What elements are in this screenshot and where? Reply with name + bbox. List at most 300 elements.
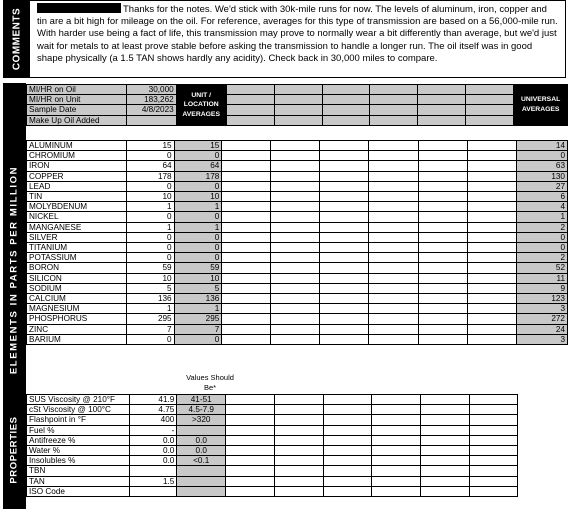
property-name: TBN	[27, 466, 130, 476]
element-unit-average: 1	[174, 304, 222, 314]
blank-cell	[418, 212, 467, 222]
blank-cell	[323, 425, 372, 435]
blank-cell	[323, 395, 372, 405]
blank-cell	[420, 415, 469, 425]
element-universal-average: 0	[516, 232, 567, 242]
element-name: NICKEL	[27, 212, 127, 222]
unit-averages-header: UNIT / LOCATION AVERAGES	[176, 85, 226, 126]
comments-side-label: COMMENTS	[4, 1, 30, 77]
blank-cell	[274, 446, 323, 456]
element-value: 0	[126, 212, 174, 222]
blank-cell	[467, 283, 516, 293]
blank-cell	[372, 456, 421, 466]
blank-cell	[418, 324, 467, 334]
property-name: SUS Viscosity @ 210°F	[27, 395, 130, 405]
element-name: PHOSPHORUS	[27, 314, 127, 324]
blank-cell	[222, 263, 271, 273]
element-universal-average: 11	[516, 273, 567, 283]
property-should-be: 41-51	[177, 395, 226, 405]
blank-cell	[271, 171, 320, 181]
blank-cell	[222, 283, 271, 293]
blank-cell	[518, 466, 568, 476]
blank-cell	[271, 192, 320, 202]
blank-cell	[271, 181, 320, 191]
property-should-be: 4.5-7.9	[177, 405, 226, 415]
element-universal-average: 2	[516, 253, 567, 263]
blank-cell	[418, 294, 467, 304]
blank-cell	[518, 435, 568, 445]
element-row	[27, 192, 568, 202]
blank-cell	[370, 105, 418, 115]
blank-cell	[271, 243, 320, 253]
blank-cell	[323, 456, 372, 466]
blank-cell	[274, 425, 323, 435]
blank-cell	[222, 192, 271, 202]
blank-cell	[271, 334, 320, 344]
blank-cell	[418, 115, 466, 125]
blank-cell	[271, 273, 320, 283]
element-value: 5	[126, 283, 174, 293]
blank-cell	[466, 95, 514, 105]
blank-cell	[467, 222, 516, 232]
blank-cell	[222, 324, 271, 334]
blank-cell	[369, 253, 418, 263]
blank-cell	[418, 304, 467, 314]
info-label: Make Up Oil Added	[27, 115, 127, 125]
blank-cell	[418, 95, 466, 105]
spacer-cell	[127, 125, 176, 130]
property-value: 0.0	[129, 446, 177, 456]
blank-cell	[369, 304, 418, 314]
blank-cell	[271, 294, 320, 304]
element-name: BARIUM	[27, 334, 127, 344]
info-label: MI/HR on Unit	[27, 95, 127, 105]
blank-cell	[226, 395, 275, 405]
blank-cell	[467, 334, 516, 344]
element-name: IRON	[27, 161, 127, 171]
property-row	[27, 456, 568, 466]
blank-cell	[518, 395, 568, 405]
blank-cell	[420, 435, 469, 445]
element-unit-average: 64	[174, 161, 222, 171]
blank-cell	[467, 202, 516, 212]
blank-cell	[369, 212, 418, 222]
blank-cell	[320, 192, 369, 202]
blank-cell	[271, 283, 320, 293]
element-value: 0	[126, 243, 174, 253]
blank-cell	[271, 212, 320, 222]
element-unit-average: 0	[174, 232, 222, 242]
blank-cell	[469, 476, 518, 486]
blank-cell	[226, 425, 275, 435]
element-row	[27, 314, 568, 324]
element-unit-average: 0	[174, 181, 222, 191]
property-name: Antifreeze %	[27, 435, 130, 445]
element-row	[27, 232, 568, 242]
info-value	[127, 115, 176, 125]
element-value: 0	[126, 253, 174, 263]
blank-cell	[274, 466, 323, 476]
blank-cell	[369, 243, 418, 253]
info-label: Sample Date	[27, 105, 127, 115]
info-row	[27, 95, 568, 105]
blank-cell	[467, 273, 516, 283]
property-row	[27, 486, 568, 496]
blank-cell	[323, 486, 372, 496]
blank-cell	[467, 212, 516, 222]
blank-cell	[420, 405, 469, 415]
blank-cell	[467, 304, 516, 314]
property-name: Fuel %	[27, 425, 130, 435]
element-name: ZINC	[27, 324, 127, 334]
element-row	[27, 273, 568, 283]
blank-cell	[369, 192, 418, 202]
element-name: SILICON	[27, 273, 127, 283]
blank-cell	[222, 294, 271, 304]
blank-cell	[226, 105, 274, 115]
blank-cell	[222, 314, 271, 324]
element-unit-average: 0	[174, 212, 222, 222]
blank-cell	[226, 415, 275, 425]
property-value: 4.75	[129, 405, 177, 415]
blank-cell	[370, 85, 418, 95]
blank-cell	[420, 466, 469, 476]
element-universal-average: 0	[516, 151, 567, 161]
element-universal-average: 272	[516, 314, 567, 324]
blank-cell	[369, 181, 418, 191]
blank-cell	[271, 151, 320, 161]
blank-cell	[418, 85, 466, 95]
blank-cell	[226, 466, 275, 476]
element-row	[27, 263, 568, 273]
blank-cell	[323, 405, 372, 415]
element-value: 1	[126, 202, 174, 212]
blank-cell	[271, 253, 320, 263]
element-unit-average: 15	[174, 141, 222, 151]
blank-cell	[322, 95, 370, 105]
element-value: 0	[126, 334, 174, 344]
blank-cell	[372, 486, 421, 496]
blank-cell	[320, 314, 369, 324]
blank-cell	[320, 263, 369, 273]
element-unit-average: 7	[174, 324, 222, 334]
blank-cell	[322, 115, 370, 125]
blank-cell	[320, 141, 369, 151]
blank-cell	[274, 95, 322, 105]
property-row	[27, 395, 568, 405]
property-row	[27, 425, 568, 435]
spacer-cell	[176, 125, 226, 130]
blank-cell	[271, 324, 320, 334]
element-universal-average: 3	[516, 334, 567, 344]
blank-cell	[320, 304, 369, 314]
element-universal-average: 130	[516, 171, 567, 181]
element-unit-average: 10	[174, 273, 222, 283]
property-value: 0.0	[129, 456, 177, 466]
element-row	[27, 294, 568, 304]
element-value: 295	[126, 314, 174, 324]
blank-cell	[226, 476, 275, 486]
blank-cell	[322, 105, 370, 115]
property-name: ISO Code	[27, 486, 130, 496]
blank-cell	[222, 273, 271, 283]
blank-cell	[418, 202, 467, 212]
blank-cell	[369, 151, 418, 161]
spacer-cell	[514, 125, 568, 130]
blank-cell	[222, 222, 271, 232]
property-row	[27, 435, 568, 445]
spacer-cell	[27, 125, 127, 130]
element-unit-average: 136	[174, 294, 222, 304]
blank-cell	[222, 212, 271, 222]
element-name: SILVER	[27, 232, 127, 242]
blank-cell	[320, 334, 369, 344]
blank-cell	[418, 192, 467, 202]
blank-cell	[369, 232, 418, 242]
element-row	[27, 202, 568, 212]
element-name: CALCIUM	[27, 294, 127, 304]
property-should-be: 0.0	[177, 435, 226, 445]
element-row	[27, 171, 568, 181]
properties-side-label: PROPERTIES	[3, 392, 26, 509]
element-unit-average: 0	[174, 334, 222, 344]
blank-cell	[467, 161, 516, 171]
blank-cell	[226, 115, 274, 125]
blank-cell	[320, 294, 369, 304]
blank-cell	[320, 171, 369, 181]
spacer-cell	[466, 125, 514, 130]
blank-cell	[418, 314, 467, 324]
blank-cell	[274, 435, 323, 445]
blank-cell	[320, 283, 369, 293]
blank-cell	[226, 85, 274, 95]
blank-cell	[369, 324, 418, 334]
blank-cell	[320, 151, 369, 161]
blank-cell	[226, 456, 275, 466]
blank-cell	[466, 85, 514, 95]
blank-cell	[418, 151, 467, 161]
element-universal-average: 27	[516, 181, 567, 191]
blank-cell	[222, 202, 271, 212]
blank-cell	[418, 161, 467, 171]
blank-cell	[274, 415, 323, 425]
blank-cell	[467, 263, 516, 273]
element-universal-average: 52	[516, 263, 567, 273]
blank-cell	[274, 85, 322, 95]
element-name: COPPER	[27, 171, 127, 181]
element-row	[27, 222, 568, 232]
blank-cell	[369, 294, 418, 304]
property-value: 400	[129, 415, 177, 425]
blank-cell	[418, 171, 467, 181]
blank-cell	[467, 324, 516, 334]
blank-cell	[274, 115, 322, 125]
blank-cell	[226, 435, 275, 445]
sample-info-table	[26, 84, 568, 130]
blank-cell	[420, 456, 469, 466]
blank-cell	[226, 446, 275, 456]
element-value: 1	[126, 304, 174, 314]
property-name: TAN	[27, 476, 130, 486]
blank-cell	[222, 141, 271, 151]
blank-cell	[467, 314, 516, 324]
element-unit-average: 0	[174, 243, 222, 253]
property-value: 0.0	[129, 435, 177, 445]
blank-cell	[469, 486, 518, 496]
redacted-name	[37, 3, 121, 13]
element-universal-average: 123	[516, 294, 567, 304]
blank-cell	[323, 476, 372, 486]
blank-cell	[320, 222, 369, 232]
blank-cell	[372, 425, 421, 435]
element-row	[27, 243, 568, 253]
blank-cell	[518, 425, 568, 435]
blank-cell	[418, 232, 467, 242]
blank-cell	[323, 446, 372, 456]
element-universal-average: 63	[516, 161, 567, 171]
blank-cell	[466, 105, 514, 115]
property-name: Water %	[27, 446, 130, 456]
element-unit-average: 59	[174, 263, 222, 273]
blank-cell	[323, 435, 372, 445]
element-unit-average: 0	[174, 151, 222, 161]
blank-cell	[418, 181, 467, 191]
blank-cell	[271, 263, 320, 273]
blank-cell	[372, 405, 421, 415]
element-universal-average: 6	[516, 192, 567, 202]
blank-cell	[271, 314, 320, 324]
blank-cell	[271, 141, 320, 151]
blank-cell	[467, 294, 516, 304]
element-unit-average: 0	[174, 253, 222, 263]
blank-cell	[322, 85, 370, 95]
blank-cell	[222, 151, 271, 161]
element-universal-average: 14	[516, 141, 567, 151]
spacer-cell	[226, 125, 274, 130]
blank-cell	[467, 192, 516, 202]
element-universal-average: 3	[516, 304, 567, 314]
blank-cell	[372, 476, 421, 486]
blank-cell	[420, 486, 469, 496]
blank-cell	[469, 405, 518, 415]
elements-side-label: ELEMENTS IN PARTS PER MILLION	[3, 83, 26, 457]
blank-cell	[467, 171, 516, 181]
blank-cell	[222, 243, 271, 253]
property-name: Insolubles %	[27, 456, 130, 466]
property-name: cSt Viscosity @ 100°C	[27, 405, 130, 415]
property-row	[27, 476, 568, 486]
element-universal-average: 0	[516, 243, 567, 253]
element-name: TIN	[27, 192, 127, 202]
element-name: LEAD	[27, 181, 127, 191]
element-name: MAGNESIUM	[27, 304, 127, 314]
element-value: 178	[126, 171, 174, 181]
spacer-cell	[418, 125, 466, 130]
blank-cell	[418, 141, 467, 151]
property-value	[129, 486, 177, 496]
blank-cell	[320, 232, 369, 242]
info-value: 4/8/2023	[127, 105, 176, 115]
info-row	[27, 105, 568, 115]
blank-cell	[469, 466, 518, 476]
comments-body: Thanks for the notes. We'd stick with 30k-mile runs for now. The levels of aluminum, iron, copper and tin are a bit high for mileage on the oil. For reference, averages for this type of transmission are based on a 56,000-mile run. With harder use being a fact of life, this transmission may prove to normally wear a bit differently than average, but we'd just wait for metals to at least prove stable before asking the transmission to handle a longer run. The oil itself was in good shape physically (a 1.5 TAN shows hardly any acidity). Check back in 30,000 miles to compare.	[37, 4, 558, 64]
blank-cell	[226, 486, 275, 496]
element-value: 15	[126, 141, 174, 151]
blank-cell	[469, 415, 518, 425]
blank-cell	[222, 232, 271, 242]
element-universal-average: 24	[516, 324, 567, 334]
blank-cell	[271, 222, 320, 232]
blank-cell	[320, 273, 369, 283]
property-row	[27, 466, 568, 476]
blank-cell	[323, 466, 372, 476]
property-value	[129, 466, 177, 476]
element-name: POTASSIUM	[27, 253, 127, 263]
element-row	[27, 334, 568, 344]
spacer-cell	[370, 125, 418, 130]
comments-text	[37, 3, 559, 65]
element-value: 136	[126, 294, 174, 304]
property-should-be: <0.1	[177, 456, 226, 466]
blank-cell	[369, 334, 418, 344]
blank-cell	[320, 161, 369, 171]
blank-cell	[271, 202, 320, 212]
blank-cell	[469, 395, 518, 405]
blank-cell	[418, 222, 467, 232]
info-label: MI/HR on Oil	[27, 85, 127, 95]
element-unit-average: 1	[174, 222, 222, 232]
element-name: CHROMIUM	[27, 151, 127, 161]
blank-cell	[274, 405, 323, 415]
element-row	[27, 283, 568, 293]
element-row	[27, 324, 568, 334]
property-should-be	[177, 476, 226, 486]
element-row	[27, 212, 568, 222]
blank-cell	[466, 115, 514, 125]
property-row	[27, 415, 568, 425]
property-should-be	[177, 466, 226, 476]
properties-table	[26, 394, 568, 497]
blank-cell	[320, 324, 369, 334]
blank-cell	[518, 405, 568, 415]
element-universal-average: 2	[516, 222, 567, 232]
blank-cell	[369, 283, 418, 293]
info-row	[27, 115, 568, 125]
blank-cell	[274, 486, 323, 496]
blank-cell	[323, 415, 372, 425]
blank-cell	[274, 395, 323, 405]
elements-table	[26, 140, 568, 345]
blank-cell	[467, 141, 516, 151]
blank-cell	[271, 161, 320, 171]
blank-cell	[469, 456, 518, 466]
element-name: MANGANESE	[27, 222, 127, 232]
element-name: MOLYBDENUM	[27, 202, 127, 212]
element-row	[27, 141, 568, 151]
blank-cell	[418, 334, 467, 344]
element-row	[27, 161, 568, 171]
property-should-be: 0.0	[177, 446, 226, 456]
blank-cell	[274, 456, 323, 466]
blank-cell	[274, 476, 323, 486]
element-unit-average: 295	[174, 314, 222, 324]
element-row	[27, 253, 568, 263]
blank-cell	[469, 435, 518, 445]
blank-cell	[320, 253, 369, 263]
blank-cell	[369, 141, 418, 151]
element-universal-average: 9	[516, 283, 567, 293]
spacer-cell	[274, 125, 322, 130]
